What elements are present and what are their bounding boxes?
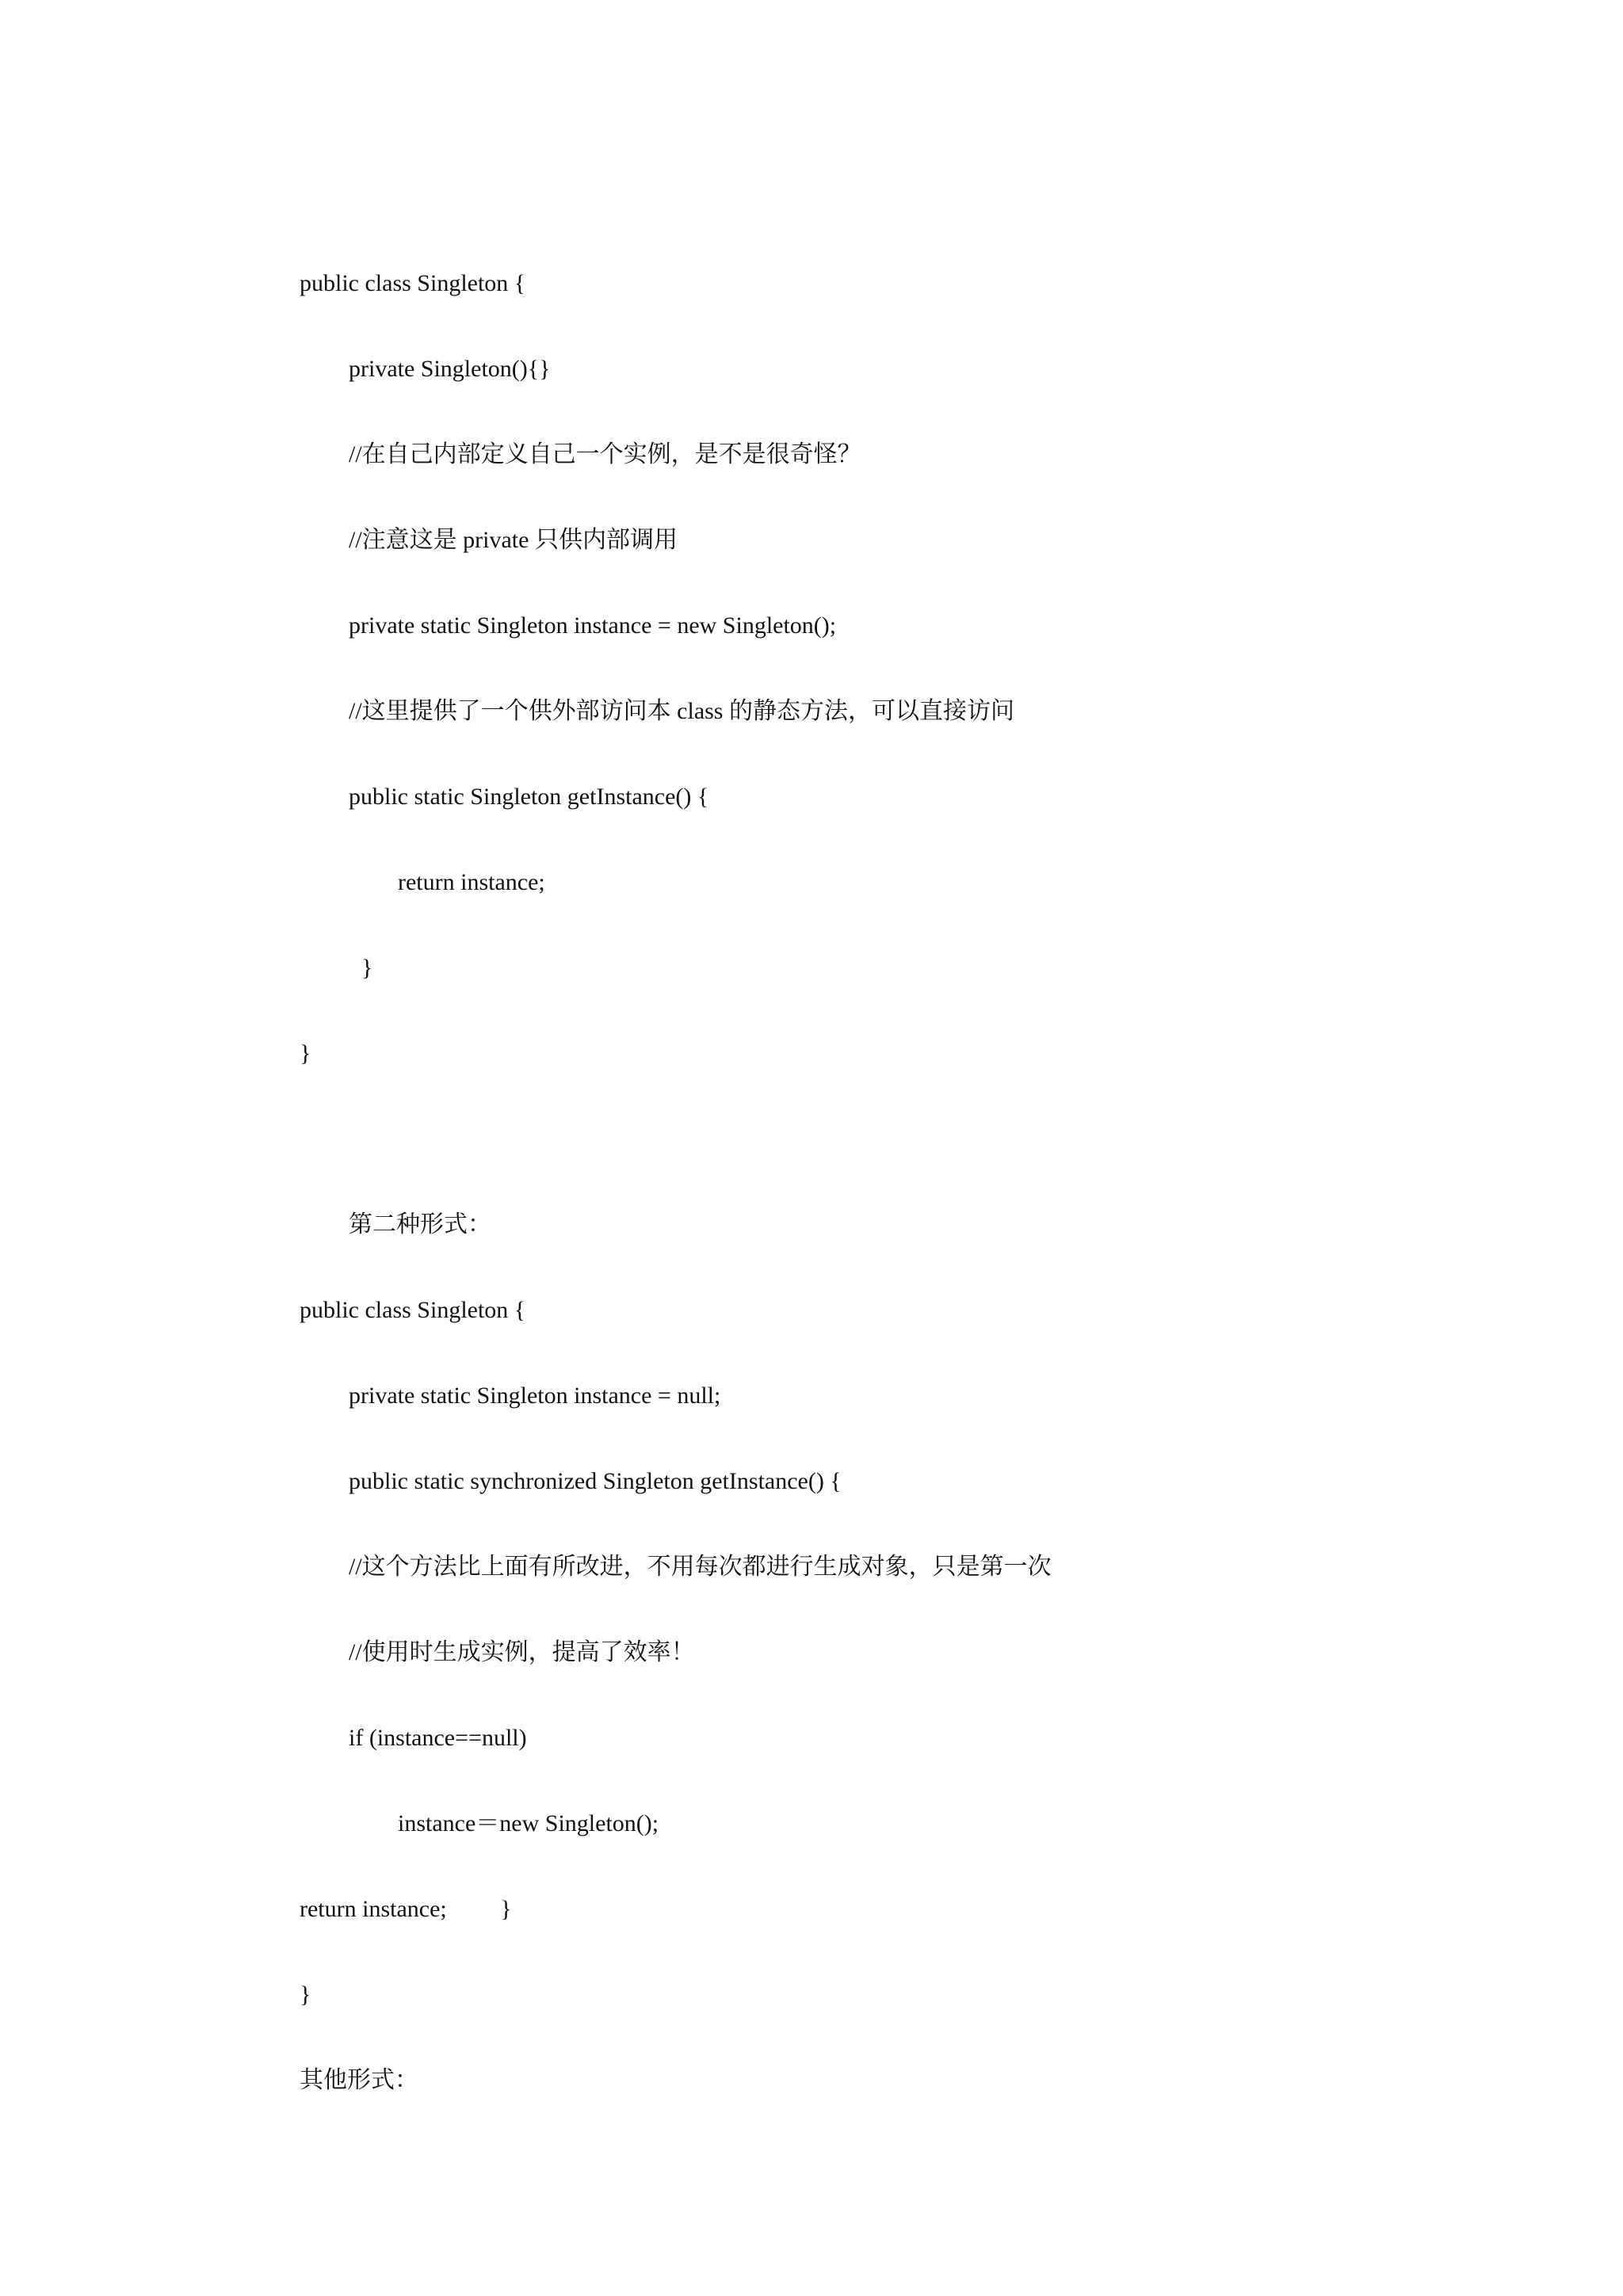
code-line: instance＝new Singleton();: [398, 1810, 659, 1836]
code-comment: //这里提供了一个供外部访问本 class 的静态方法，可以直接访问: [349, 698, 1014, 724]
code-comment: //注意这是 private 只供内部调用: [349, 527, 678, 553]
code-comment: //使用时生成实例，提高了效率！: [349, 1639, 695, 1665]
code-line: public class Singleton {: [300, 1297, 526, 1323]
code-line: private Singleton(){}: [349, 356, 551, 382]
code-line: public static synchronized Singleton getInstance() {: [349, 1468, 842, 1494]
code-line: private static Singleton instance = new Singleton();: [349, 612, 837, 639]
section-heading: 第二种形式：: [349, 1211, 491, 1238]
code-line: }: [300, 1040, 311, 1066]
code-line: public class Singleton {: [300, 270, 526, 296]
code-line: private static Singleton instance = null;: [349, 1383, 721, 1409]
section-heading: 其他形式：: [300, 2067, 418, 2093]
code-comment: //这个方法比上面有所改进，不用每次都进行生成对象，只是第一次: [349, 1554, 1052, 1580]
code-line: }: [361, 955, 373, 981]
code-line: if (instance==null): [349, 1725, 527, 1751]
code-line: return instance; }: [300, 1896, 512, 1922]
code-line: return instance;: [398, 869, 545, 895]
code-comment: //在自己内部定义自己一个实例，是不是很奇怪？: [349, 441, 861, 467]
code-line: public static Singleton getInstance() {: [349, 784, 709, 810]
code-line: }: [300, 1981, 311, 2008]
